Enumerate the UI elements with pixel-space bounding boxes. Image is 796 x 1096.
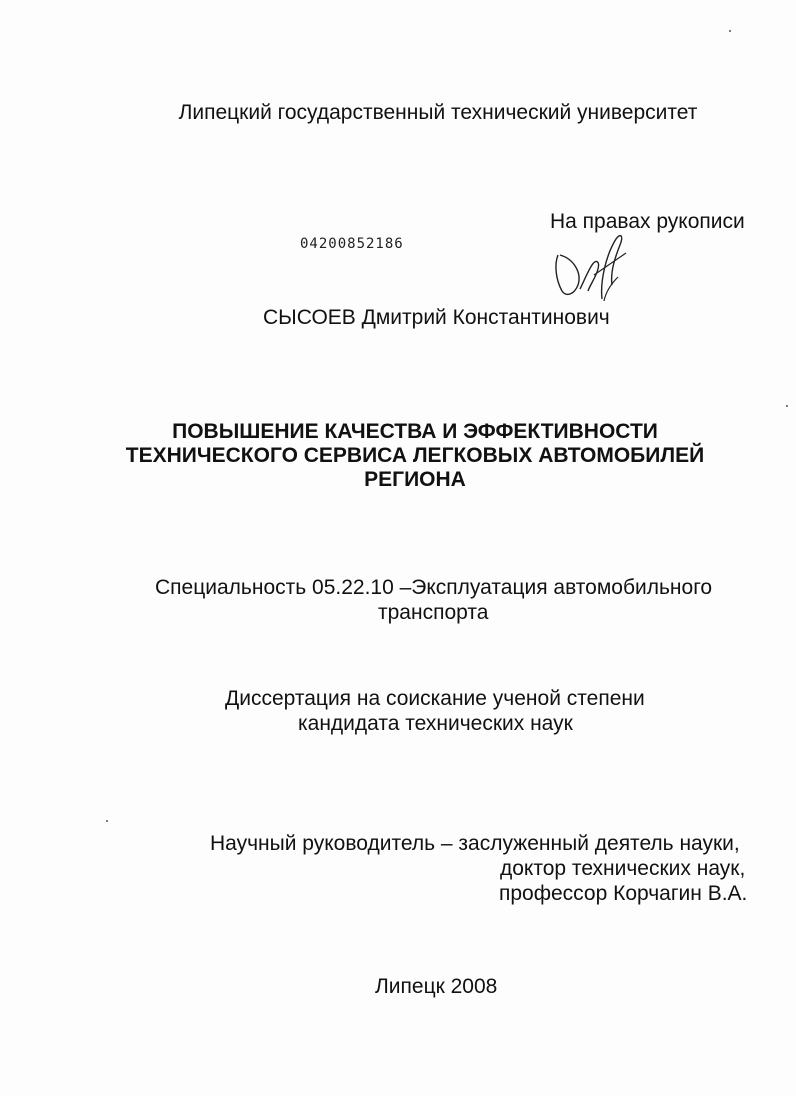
author-signature	[540, 225, 630, 310]
supervisor-line: Научный руководитель – заслуженный деятель науки,	[210, 832, 740, 855]
specialty-line: транспорта	[378, 601, 489, 624]
registration-number: 04200852186	[300, 236, 404, 252]
scan-speck	[786, 405, 788, 407]
supervisor-line: доктор технических наук,	[500, 857, 746, 880]
supervisor-line: профессор Корчагин В.А.	[499, 882, 748, 905]
manuscript-note: На правах рукописи	[550, 210, 745, 233]
university-name: Липецкий государственный технический университет	[178, 101, 698, 124]
scan-speck	[729, 30, 731, 32]
author-name: СЫСОЕВ Дмитрий Константинович	[263, 306, 610, 329]
specialty-line: Специальность 05.22.10 –Эксплуатация автомобильного	[155, 576, 713, 599]
dissertation-line: Диссертация на соискание ученой степени	[225, 687, 645, 710]
thesis-title-line: ПОВЫШЕНИЕ КАЧЕСТВА И ЭФФЕКТИВНОСТИ	[172, 420, 658, 443]
thesis-title-line: ТЕХНИЧЕСКОГО СЕРВИСА ЛЕГКОВЫХ АВТОМОБИЛЕЙ	[125, 444, 705, 467]
scan-speck	[106, 820, 108, 822]
place-and-year: Липецк 2008	[375, 975, 498, 998]
dissertation-line: кандидата технических наук	[298, 712, 573, 735]
thesis-title-line: РЕГИОНА	[364, 468, 466, 491]
